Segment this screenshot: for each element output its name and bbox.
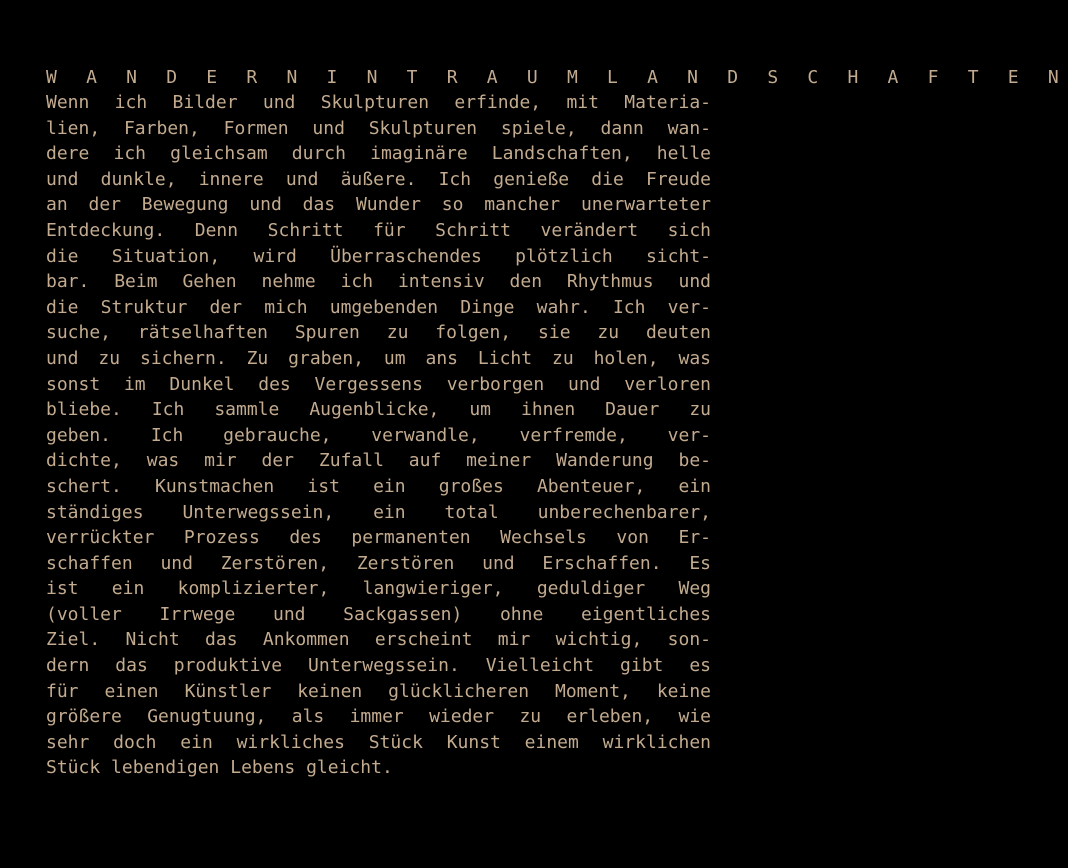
text-line: (voller Irrwege und Sackgassen) ohne eigentliches <box>46 603 711 625</box>
text-line: geben. Ich gebrauche, verwandle, verfremde, ver- <box>46 424 711 446</box>
text-line: dern das produktive Unterwegssein. Vielleicht gibt es <box>46 655 711 677</box>
text-line: für einen Künstler keinen glücklicheren Moment, keine <box>46 680 711 702</box>
text-line: sehr doch ein wirkliches Stück Kunst einem wirklichen <box>46 731 711 753</box>
text-line: Wenn ich Bilder und Skulpturen erfinde, mit Materia- <box>46 92 711 113</box>
text-line: die Struktur der mich umgebenden Dinge wahr. Ich ver- <box>46 296 711 318</box>
page-title: W A N D E R N I N T R A U M L A N D S C H A F T E N <box>46 67 1068 88</box>
text-line: schert. Kunstmachen ist ein großes Abenteuer, ein <box>46 475 711 497</box>
text-line: an der Bewegung und das Wunder so mancher unerwarteter <box>46 194 711 216</box>
text-line: ständiges Unterwegssein, ein total unberechenbarer, <box>46 501 711 523</box>
body-paragraph <box>46 90 711 781</box>
text-line: lien, Farben, Formen und Skulpturen spiele, dann wan- <box>46 117 711 139</box>
text-line: Stück lebendigen Lebens gleicht. <box>46 757 393 779</box>
text-line: dere ich gleichsam durch imaginäre Landschaften, helle <box>46 143 711 165</box>
text-line: bar. Beim Gehen nehme ich intensiv den Rhythmus und <box>46 271 711 293</box>
text-line: suche, rätselhaften Spuren zu folgen, sie zu deuten <box>46 322 711 344</box>
text-page <box>46 66 1068 781</box>
text-line: die Situation, wird Überraschendes plötzlich sicht- <box>46 245 711 267</box>
text-line: Ziel. Nicht das Ankommen erscheint mir wichtig, son- <box>46 629 711 651</box>
text-line: verrückter Prozess des permanenten Wechsels von Er- <box>46 527 711 549</box>
text-line: sonst im Dunkel des Vergessens verborgen und verloren <box>46 373 711 395</box>
text-line: schaffen und Zerstören, Zerstören und Erschaffen. Es <box>46 552 711 574</box>
text-line: und zu sichern. Zu graben, um ans Licht zu holen, was <box>46 347 711 369</box>
text-line: und dunkle, innere und äußere. Ich genieße die Freude <box>46 168 711 190</box>
text-line: ist ein komplizierter, langwieriger, geduldiger Weg <box>46 578 711 600</box>
text-line: Entdeckung. Denn Schritt für Schritt verändert sich <box>46 219 711 241</box>
text-line: dichte, was mir der Zufall auf meiner Wanderung be- <box>46 450 711 472</box>
text-line: bliebe. Ich sammle Augenblicke, um ihnen Dauer zu <box>46 399 711 421</box>
text-line: größere Genugtuung, als immer wieder zu erleben, wie <box>46 706 711 728</box>
